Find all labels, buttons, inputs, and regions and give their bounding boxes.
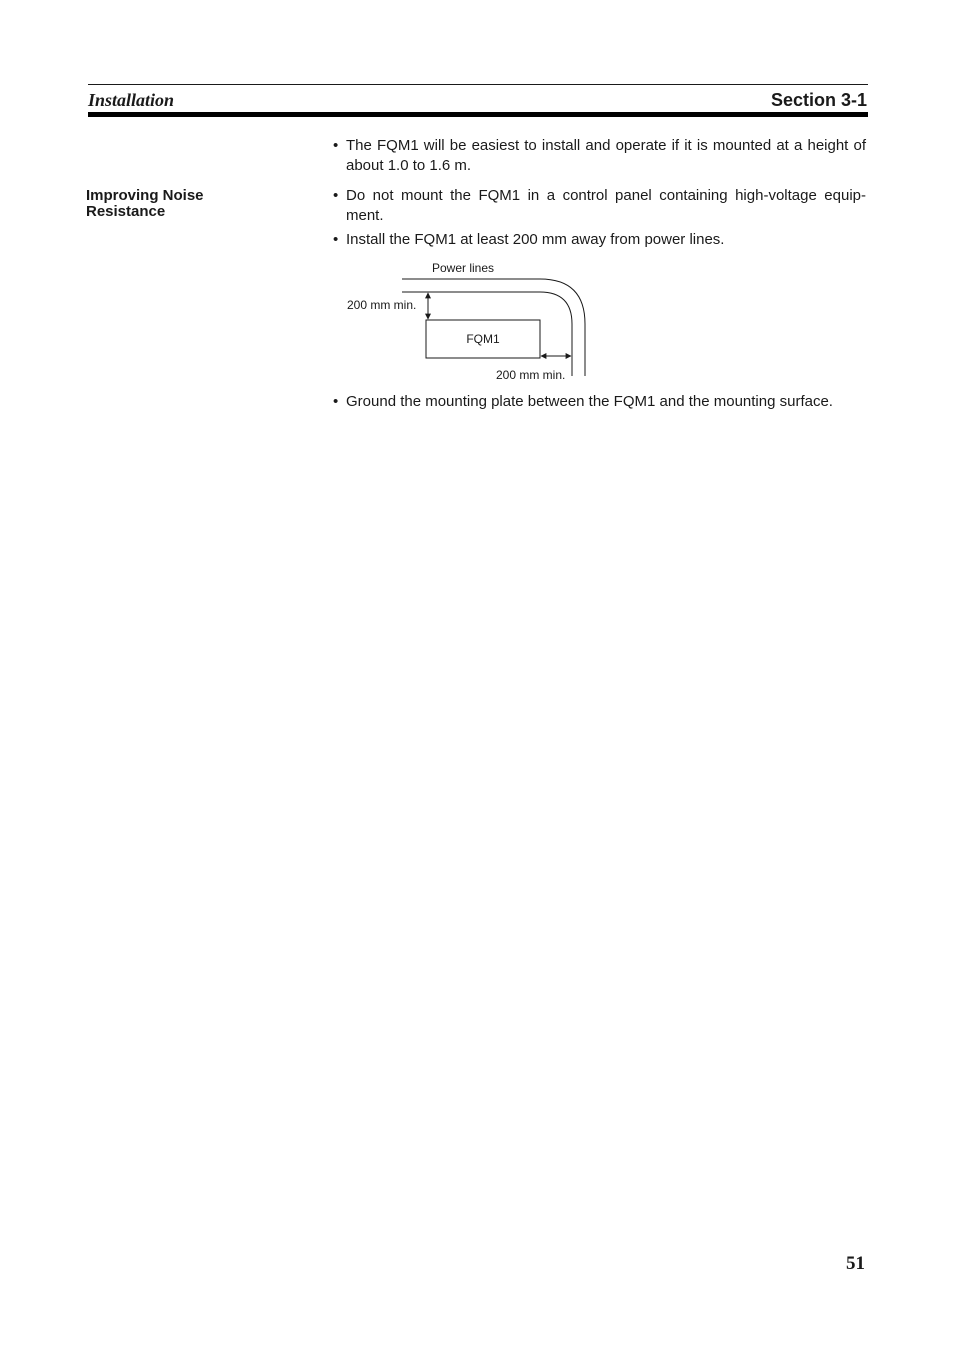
clearance-diagram <box>340 258 600 386</box>
header-section-number: Section 3-1 <box>770 90 867 110</box>
bullet-item-mounting-height <box>333 136 866 176</box>
bullet-text: Ground the mounting plate between the FQM1 and the mounting surface. <box>346 393 833 410</box>
bullet-text: Do not mount the FQM1 in a control panel containing high-voltage equip-ment. <box>346 187 866 224</box>
bullet-item-power-lines <box>333 230 866 250</box>
header-thick-rule <box>88 112 868 117</box>
bullet-item-high-voltage <box>333 186 866 226</box>
side-heading-noise-resistance: Improving Noise Resistance <box>86 187 204 220</box>
page-number: 51 <box>846 1253 865 1274</box>
bullet-text: Install the FQM1 at least 200 mm away from power lines. <box>346 231 725 248</box>
bullet-marker: • <box>333 187 339 204</box>
header-top-rule <box>88 84 868 85</box>
bullet-item-grounding <box>333 392 866 412</box>
fqm1-label: FQM1 <box>466 332 500 346</box>
bullet-marker: • <box>333 393 339 410</box>
bullet-marker: • <box>333 137 339 154</box>
vertical-clearance-label: 200 mm min. <box>347 298 417 312</box>
header-title: Installation <box>88 90 175 110</box>
horizontal-clearance-label: 200 mm min. <box>496 368 566 382</box>
bullet-marker: • <box>333 231 339 248</box>
power-lines-label: Power lines <box>432 261 495 275</box>
bullet-text: The FQM1 will be easiest to install and operate if it is mounted at a height of about 1.0 to 1.6 m. <box>346 137 866 174</box>
